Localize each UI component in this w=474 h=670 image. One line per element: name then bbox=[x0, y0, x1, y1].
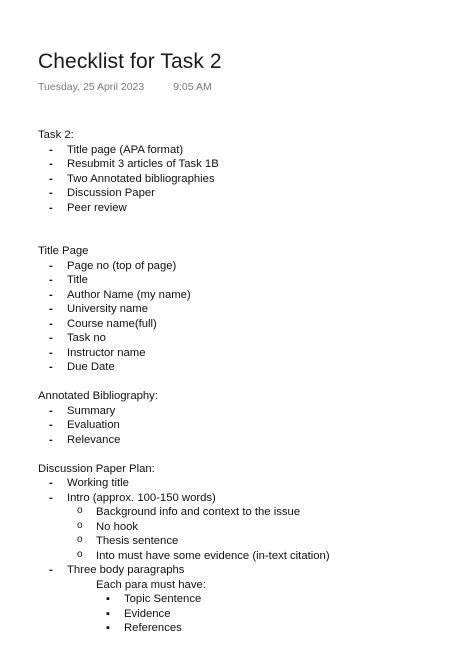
annotated-bibliography-list bbox=[38, 404, 458, 448]
sub-list-item: o No hook bbox=[38, 520, 458, 535]
list-item: - Intro (approx. 100-150 words) bbox=[38, 491, 458, 506]
body-note: Each para must have: bbox=[96, 578, 206, 591]
list-item: - Course name(full) bbox=[38, 317, 458, 332]
list-item: - Author Name (my name) bbox=[38, 288, 458, 303]
sub-sub-list-item: ▪ References bbox=[38, 621, 458, 636]
list-item: - Task no bbox=[38, 331, 458, 346]
task2-list bbox=[38, 143, 458, 216]
list-item: - Discussion Paper bbox=[38, 186, 458, 201]
list-item: - Resubmit 3 articles of Task 1B bbox=[38, 157, 458, 172]
discussion-plan-list bbox=[38, 476, 458, 636]
page-date-time bbox=[38, 81, 212, 93]
sub-sub-list-item: ▪ Topic Sentence bbox=[38, 592, 458, 607]
page-time: 9:05 AM bbox=[173, 81, 212, 93]
list-item: - Title page (APA format) bbox=[38, 143, 458, 158]
list-item: - Due Date bbox=[38, 360, 458, 375]
page-title: Checklist for Task 2 bbox=[38, 50, 222, 73]
sub-sub-list-item: ▪ Evidence bbox=[38, 607, 458, 622]
list-item: - Title bbox=[38, 273, 458, 288]
list-item: - Peer review bbox=[38, 201, 458, 216]
list-item: - University name bbox=[38, 302, 458, 317]
list-item: - Evaluation bbox=[38, 418, 458, 433]
list-item: - Working title bbox=[38, 476, 458, 491]
discussion-plan-heading: Discussion Paper Plan: bbox=[38, 462, 155, 475]
list-item: - Summary bbox=[38, 404, 458, 419]
sub-list-item: o Into must have some evidence (in-text citation) bbox=[38, 549, 458, 564]
title-page-list bbox=[38, 259, 458, 375]
list-item: - Two Annotated bibliographies bbox=[38, 172, 458, 187]
title-page-heading: Title Page bbox=[38, 245, 89, 257]
sub-list-item: o Background info and context to the issue bbox=[38, 505, 458, 520]
task2-heading: Task 2: bbox=[38, 129, 74, 141]
list-item: - Relevance bbox=[38, 433, 458, 448]
list-item: - Three body paragraphs bbox=[38, 563, 458, 578]
page-date: Tuesday, 25 April 2023 bbox=[38, 81, 145, 93]
list-item: - Instructor name bbox=[38, 346, 458, 361]
sub-list-item: o Thesis sentence bbox=[38, 534, 458, 549]
annotated-bibliography-heading: Annotated Bibliography: bbox=[38, 390, 158, 402]
page-content[interactable] bbox=[38, 128, 458, 634]
list-item: - Page no (top of page) bbox=[38, 259, 458, 274]
